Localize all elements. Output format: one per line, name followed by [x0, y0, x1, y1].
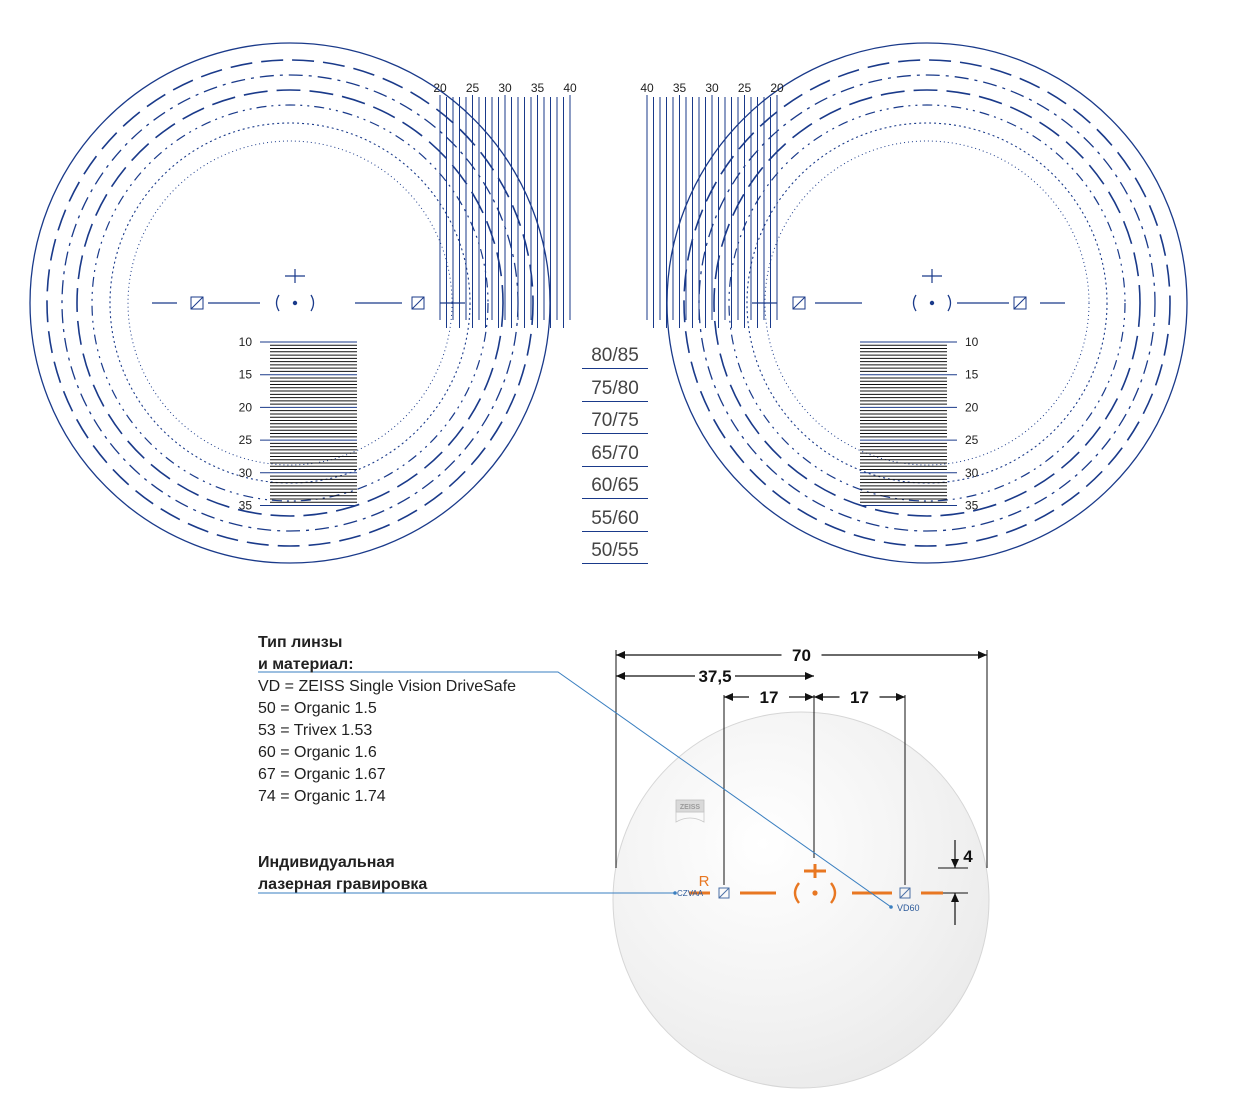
- dimension-right-offset-arrow: [896, 693, 905, 701]
- engraving-heading-2: лазерная гравировка: [258, 876, 428, 893]
- right-template-centre-dot: [930, 301, 934, 305]
- lens-type-item: 53 = Trivex 1.53: [258, 722, 373, 739]
- lens-type-item: 67 = Organic 1.67: [258, 766, 386, 783]
- right-template-reference-square-diagonal: [793, 297, 805, 309]
- lens-type-heading-2: и материал:: [258, 656, 354, 673]
- dimension-total-arrow: [616, 651, 625, 659]
- dimension-total-label: 70: [792, 646, 811, 665]
- lens-centre-dot: [812, 890, 817, 895]
- right-template-ring: [714, 90, 1140, 516]
- engraving-heading-1: Индивидуальная: [258, 854, 395, 871]
- dimension-left-offset-arrow: [724, 693, 733, 701]
- left-template-ring: [92, 105, 488, 501]
- left-template-horizontal-scale-label: 25: [238, 433, 252, 448]
- left-template-horizontal-scale-label: 10: [238, 335, 252, 349]
- lens-side-letter: R: [698, 873, 710, 890]
- left-template-vertical-scale-label: 25: [465, 81, 480, 95]
- right-template-horizontal-scale-label: 30: [965, 465, 979, 480]
- right-template-horizontal-scale-label: 15: [965, 367, 979, 382]
- size-label-70-75: 70/75: [582, 409, 648, 434]
- right-template-ring: [729, 105, 1125, 501]
- dimension-half-arrow: [616, 672, 625, 680]
- dimension-right-offset-arrow: [814, 693, 823, 701]
- lens-type-item: VD = ZEISS Single Vision DriveSafe: [258, 678, 517, 695]
- engraving-code-text: CZVAA: [677, 889, 704, 898]
- left-template-vertical-scale-label: 35: [530, 81, 545, 95]
- size-label-80-85: 80/85: [582, 344, 648, 369]
- dimension-total-arrow: [978, 651, 987, 659]
- right-template-horizontal-scale-label: 20: [965, 400, 979, 415]
- right-template-centre-bracket: [914, 295, 917, 311]
- size-label-55-60: 55/60: [582, 507, 648, 532]
- right-template-reference-square-diagonal: [1014, 297, 1026, 309]
- dimension-half-label: 37,5: [698, 667, 732, 686]
- engraving-leader-dot: [673, 891, 677, 895]
- right-template-vertical-scale-label: 35: [672, 81, 687, 95]
- right-template-vertical-scale-label: 25: [737, 81, 752, 95]
- right-template-vertical-scale-label: 30: [705, 81, 719, 95]
- size-label-65-70: 65/70: [582, 442, 648, 467]
- dimension-left-offset-label: 17: [759, 688, 779, 707]
- right-template-centre-bracket: [948, 295, 951, 311]
- dimension-right-offset-label: 17: [850, 688, 869, 707]
- left-template-centre-dot: [293, 301, 297, 305]
- left-template-reference-square-diagonal: [191, 297, 203, 309]
- size-label-60-65: 60/65: [582, 474, 648, 499]
- zeiss-logo-text: ZEISS: [679, 804, 701, 811]
- left-template-vertical-scale-label: 30: [498, 81, 512, 95]
- left-template-horizontal-scale-label: 35: [238, 498, 252, 513]
- left-template-centre-bracket: [277, 295, 280, 311]
- type-code-text: VD60: [897, 903, 920, 913]
- left-template-ring: [77, 90, 503, 516]
- left-template-horizontal-scale-label: 30: [238, 465, 252, 480]
- size-label-75-80: 75/80: [582, 377, 648, 402]
- left-template-vertical-scale-label: 40: [563, 81, 577, 95]
- right-template-horizontal-scale-label: 35: [965, 498, 979, 513]
- lens-blank: [613, 712, 989, 1088]
- lens-type-item: 50 = Organic 1.5: [258, 700, 377, 717]
- left-template-horizontal-scale-label: 20: [238, 400, 252, 415]
- lens-type-item: 60 = Organic 1.6: [258, 744, 377, 761]
- left-template-vertical-scale-label: 20: [433, 81, 447, 95]
- dimension-half-arrow: [805, 672, 814, 680]
- dimension-height-label: 4: [963, 847, 973, 866]
- left-template-reference-square-diagonal: [412, 297, 424, 309]
- lens-type-leader-dot: [889, 905, 893, 909]
- left-template-horizontal-scale-label: 15: [238, 367, 252, 382]
- left-template-centre-bracket: [311, 295, 314, 311]
- size-label-50-55: 50/55: [582, 539, 648, 564]
- right-template-horizontal-scale-label: 25: [965, 433, 979, 448]
- right-template-vertical-scale-label: 40: [640, 81, 654, 95]
- right-template-horizontal-scale-label: 10: [965, 335, 979, 349]
- right-template-vertical-scale-label: 20: [770, 81, 784, 95]
- lens-type-item: 74 = Organic 1.74: [258, 788, 386, 805]
- lens-type-heading-1: Тип линзы: [258, 634, 343, 651]
- dimension-left-offset-arrow: [805, 693, 814, 701]
